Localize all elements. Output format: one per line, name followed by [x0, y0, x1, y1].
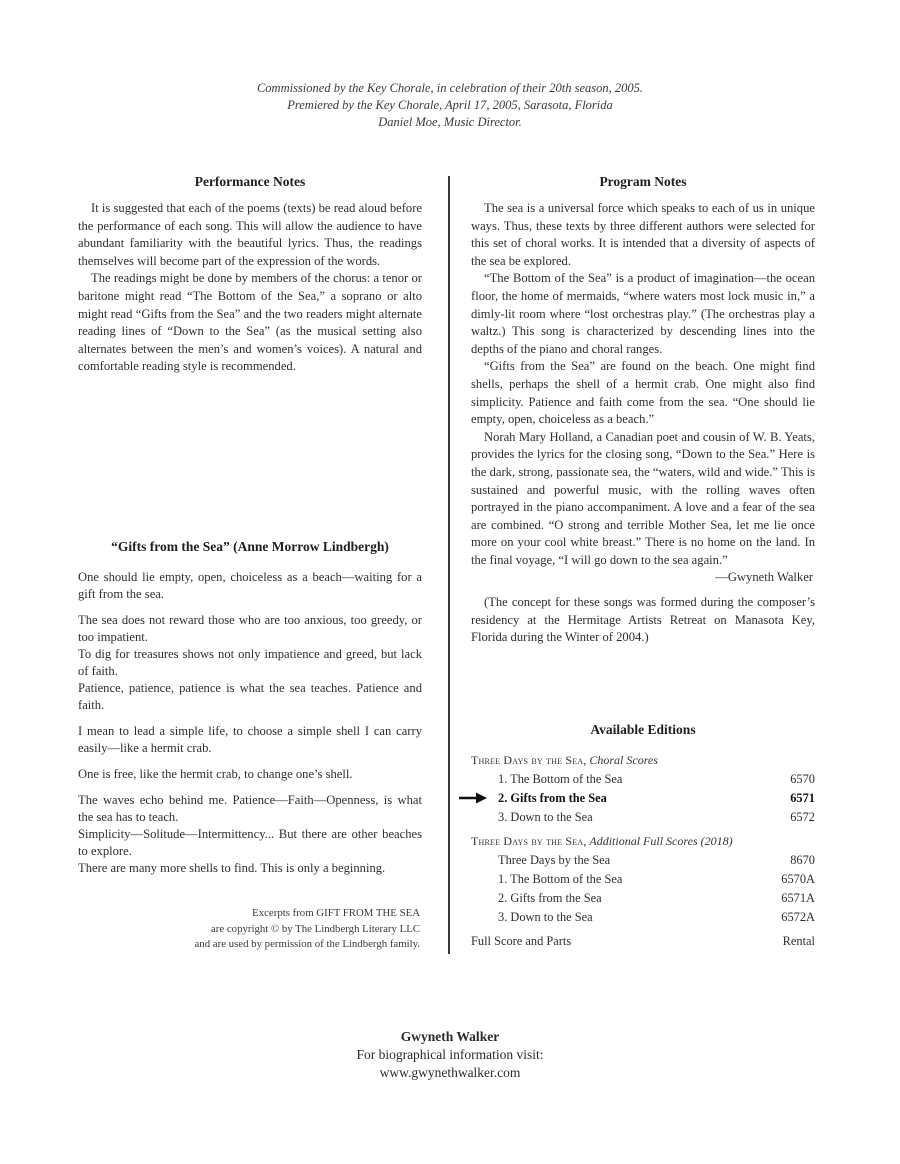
performance-notes-section — [78, 174, 422, 376]
program-notes-section — [471, 174, 815, 647]
edition-title: 3. Down to the Sea — [498, 910, 593, 924]
program-notes-paragraph: The sea is a universal force which speaks to each of us in unique ways. Thus, these texts by three different authors were selected for this set of choral works. It is intended that a diversity of aspects of the sea be explored. — [471, 201, 815, 268]
director-line: Daniel Moe, Music Director. — [378, 115, 522, 129]
edition-code: 6572 — [790, 810, 815, 824]
series-subtitle: Additional Full Scores (2018) — [589, 834, 733, 848]
program-notes-paragraph: Norah Mary Holland, a Canadian poet and cousin of W. B. Yeats, provides the lyrics for the closing song, “Down to the Sea.” Here is the dark, strong, passionate sea, the “waters, wild and wide.” This is sustained and powerful music, with the rolling waves often portrayed in the piano accompaniment. A love and a fear of the sea are combined. “O strong and terrible Mother Sea, let me lie once more on your cool white breast.” There is no home on the land. In the final voyage, “I will go down to the sea again.” — [471, 429, 815, 567]
program-notes-signature: —Gwyneth Walker — [715, 570, 813, 585]
composer-footer — [0, 1028, 900, 1082]
copyright-line: Excerpts from GIFT FROM THE SEA — [252, 907, 420, 919]
edition-code: 6570A — [781, 872, 815, 886]
commission-line: Commissioned by the Key Chorale, in celebration of their 20th season, 2005. — [256, 81, 644, 95]
edition-row-full-score[interactable] — [471, 932, 815, 951]
commission-notice — [0, 80, 900, 131]
poem-line: Patience, patience, patience is what the sea teaches. Patience and faith. — [78, 681, 422, 712]
performance-notes-heading: Performance Notes — [194, 174, 306, 189]
series-heading: Three Days by the Sea, Choral Scores — [471, 753, 658, 767]
series-name: Three Days by the Sea — [471, 753, 584, 767]
edition-row-highlighted[interactable] — [471, 789, 815, 808]
poem-line: There are many more shells to find. This is only a beginning. — [78, 861, 386, 875]
edition-code: 8670 — [790, 853, 815, 867]
poem-line: I mean to lead a simple life, to choose a simple shell I can carry easily—like a hermit crab. — [78, 724, 422, 755]
poem-line: One should lie empty, open, choiceless as a beach—waiting for a gift from the sea. — [78, 570, 422, 601]
edition-title: 1. The Bottom of the Sea — [498, 872, 623, 886]
editions-heading: Available Editions — [590, 722, 696, 737]
program-notes-concept: (The concept for these songs was formed during the composer’s residency at the Hermitage Artists Retreat on Manasota Key, Florida during the Winter of 2004.) — [471, 595, 815, 645]
poem-line: The sea does not reward those who are too anxious, too greedy, or too impatient. — [78, 613, 422, 644]
edition-row[interactable] — [471, 889, 815, 908]
poem-line: Simplicity—Solitude—Intermittency... But there are other beaches to explore. — [78, 827, 422, 858]
gifts-text-heading: “Gifts from the Sea” (Anne Morrow Lindbergh) — [111, 539, 389, 554]
series-heading: Three Days by the Sea, Additional Full Scores (2018) — [471, 834, 733, 848]
performance-notes-paragraph: It is suggested that each of the poems (texts) be read aloud before the performance of each song. This will allow the audience to have abundant familiarity with the beautiful lyrics. Thus, the readings themselves will become part of the expression of the words. — [78, 201, 422, 268]
composer-name: Gwyneth Walker — [400, 1029, 500, 1044]
copyright-line: are copyright © by The Lindbergh Literary LLC — [211, 922, 420, 935]
edition-code: 6571A — [781, 891, 815, 905]
edition-code: 6571 — [790, 791, 815, 805]
poem-line: To dig for treasures shows not only impatience and greed, but lack of faith. — [78, 647, 422, 678]
program-notes-paragraph: “Gifts from the Sea” are found on the beach. One might find shells, perhaps the shell of a hermit crab. One might also find simplicity. Patience and faith come from the sea. “One should lie empty, open, choiceless as a beach.” — [471, 359, 815, 427]
website-link[interactable]: www.gwynethwalker.com — [379, 1065, 521, 1080]
bio-info-text: For biographical information visit: — [356, 1047, 544, 1062]
edition-code: 6570 — [790, 772, 815, 786]
copyright-line: and are used by permission of the Lindbergh family. — [194, 938, 420, 950]
edition-code: Rental — [782, 934, 815, 948]
edition-row[interactable] — [471, 770, 815, 789]
edition-title: 1. The Bottom of the Sea — [498, 772, 623, 786]
gifts-text-section — [78, 539, 422, 877]
edition-row[interactable] — [471, 808, 815, 827]
series-name: Three Days by the Sea — [471, 834, 584, 848]
performance-notes-paragraph: The readings might be done by members of the chorus: a tenor or baritone might read “The Bottom of the Sea,” a soprano or alto might read “Gifts from the Sea” and the two readers might alternate reading lines of “Down to the Sea” (as the musical setting also alternates between the men’s and women’s voices). A natural and comfortable reading style is recommended. — [78, 271, 422, 374]
edition-title: 2. Gifts from the Sea — [498, 791, 607, 805]
poem-line: The waves echo behind me. Patience—Faith—Openness, is what the sea has to teach. — [78, 793, 422, 824]
copyright-notice — [78, 906, 420, 953]
edition-code: 6572A — [781, 910, 815, 924]
program-notes-paragraph: “The Bottom of the Sea” is a product of imagination—the ocean floor, the home of mermaids, “where waters most lock music in,” a dimly-lit room where “lost orchestras play.” (The orchestras play a waltz.) This song is characterized by descending lines into the depths of the piano and choral ranges. — [471, 271, 815, 356]
edition-row[interactable] — [471, 908, 815, 927]
right-arrow-icon — [458, 792, 488, 804]
available-editions-section — [471, 722, 815, 951]
premiere-line: Premiered by the Key Chorale, April 17, 2005, Sarasota, Florida — [287, 98, 613, 112]
edition-title: 3. Down to the Sea — [498, 810, 593, 824]
edition-title: Three Days by the Sea — [498, 853, 611, 867]
program-notes-heading: Program Notes — [599, 174, 687, 189]
edition-title: Full Score and Parts — [471, 934, 572, 948]
poem-line: One is free, like the hermit crab, to change one’s shell. — [78, 767, 353, 781]
edition-row[interactable] — [471, 851, 815, 870]
column-divider — [448, 176, 450, 954]
series-subtitle: Choral Scores — [589, 753, 658, 767]
edition-row[interactable] — [471, 870, 815, 889]
edition-title: 2. Gifts from the Sea — [498, 891, 602, 905]
